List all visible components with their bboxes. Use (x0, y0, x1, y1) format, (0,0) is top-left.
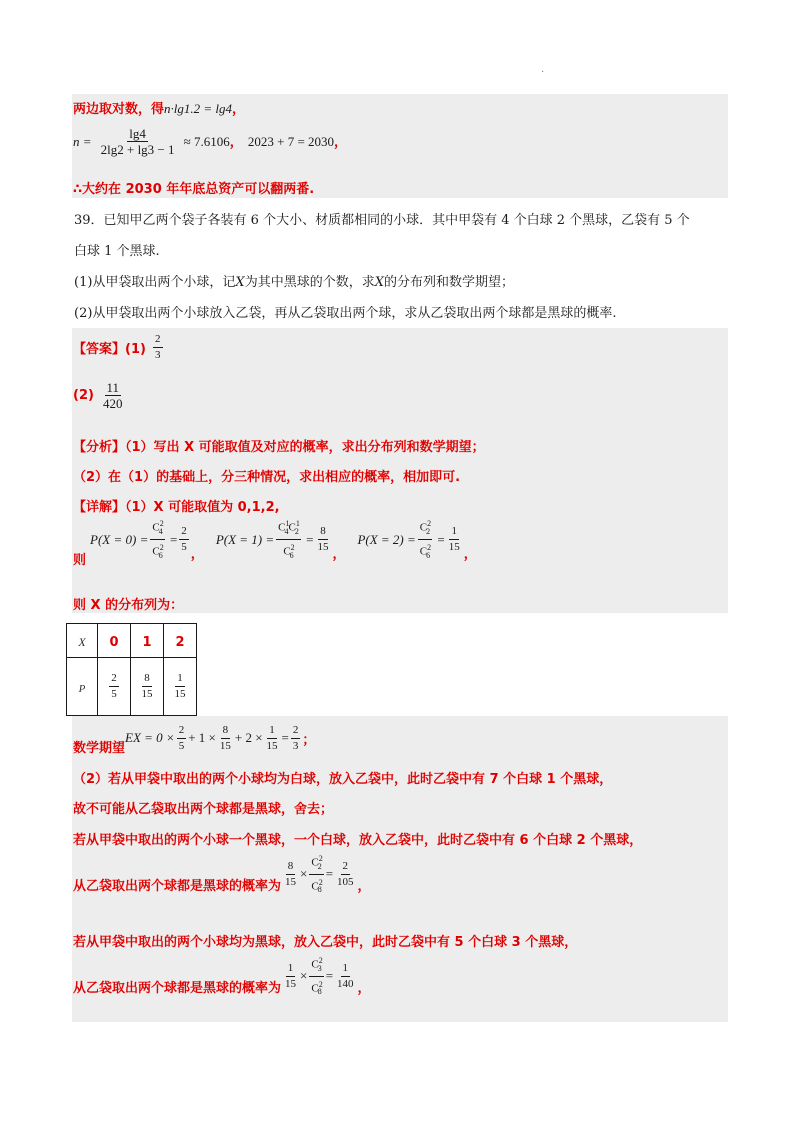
year-equation: 2023 + 7 = 2030 (247, 134, 335, 149)
answer-1-fraction: $\frac{2}{3}$ (155, 333, 161, 361)
conclusion-line: ∴大约在 2030 年年底总资产可以翻两番. (73, 182, 315, 197)
answer-part-2: (2) $\frac{11}{420}$ (73, 380, 123, 411)
question-part-1: (1)从甲袋取出两个小球，记X为其中黑球的个数，求X的分布列和数学期望； (74, 275, 514, 290)
part2-line-2: 故不可能从乙袋取出两个球都是黑球，舍去； (73, 802, 334, 817)
log-step-line: 两边取对数，得n·lg1.2 = lg4， (73, 101, 246, 117)
part2-line-5: 若从甲袋中取出的两个小球均为黑球，放入乙袋中，此时乙袋中有 5 个白球 3 个黑球， (73, 935, 578, 950)
answer-part-1: 【答案】(1) $\frac{2}{3}$ (73, 333, 161, 361)
n-solution-line: n = $\frac{\lg 4}{2\lg 2 + \lg 3 - 1}$ ≈ 7.6106， 2023 + 7 = 2030， (73, 126, 348, 157)
log-equation: n·lg1.2 = lg4 (164, 101, 233, 116)
part2-line-3: 若从甲袋中取出的两个小球一个黑球，一个白球，放入乙袋中，此时乙袋中有 6 个白球 2 个黑球， (73, 833, 643, 848)
p-x-0: P(X = 0) = $\frac{C^2_4}{C^2_6}$ = $\frac{2}{5}$ (90, 519, 187, 560)
n-fraction: $\frac{\lg 4}{2\lg 2 + \lg 3 - 1}$ (100, 126, 175, 157)
p-x-1: P(X = 1) = $\frac{C^1_4C^1_2}{C^2_6}$ = $\frac{8}{15}$ (215, 519, 329, 560)
probability-line: 则 P(X = 0) = $\frac{C^2_4}{C^2_6}$ = $\frac{2}{5}$ ， P(X = 1) = $\frac{C^1_4C^1_2}{C^2_6}$ = $\frac{8}{15}$ ， P(X = 2) = $\frac{C^2_2}{C^2_6}$ = $\frac{1}{15}$ ， (73, 519, 477, 568)
table-row: P $\frac{2}{5}$ $\frac{8}{15}$ $\frac{1}{15}$ (67, 658, 197, 716)
part2-line-1: （2）若从甲袋中取出的两个小球均为白球，放入乙袋中，此时乙袋中有 7 个白球 1 个黑球， (73, 772, 613, 787)
question-part-2: (2)从甲袋取出两个小球放入乙袋，再从乙袋取出两个球，求从乙袋取出两个球都是黑球的概率. (74, 306, 617, 321)
expectation-line: 数学期望 EX = 0 × $\frac{2}{5}$ + 1 × $\frac{8}{15}$ + 2 × $\frac{1}{15}$ = $\frac{2}{3}$ ； (73, 723, 316, 756)
analysis-line-1: 【分析】（1）写出 X 可能取值及对应的概率，求出分布列和数学期望； (73, 440, 485, 455)
analysis-line-2: （2）在（1）的基础上，分三种情况，求出相应的概率，相加即可. (73, 470, 461, 485)
distribution-table (66, 623, 197, 716)
p-x-2: P(X = 2) = $\frac{C^2_2}{C^2_6}$ = $\frac{1}{15}$ (357, 519, 460, 560)
part2-probability-2: 从乙袋取出两个球都是黑球的概率为 $\frac{1}{15}$ × $\frac{C^2_3}{C^2_8}$ = $\frac{1}{140}$ ， (73, 955, 371, 997)
question-line-2: 白球 1 个黑球. (74, 244, 160, 259)
detail-line-1: 【详解】（1）X 可能取值为 0,1,2, (73, 500, 280, 515)
question-line-1: 39．已知甲乙两个袋子各装有 6 个大小、材质都相同的小球．其中甲袋有 4 个白球 2 个黑球，乙袋有 5 个 (74, 213, 690, 228)
distribution-title: 则 X 的分布列为： (73, 598, 184, 613)
answer-2-fraction: $\frac{11}{420}$ (103, 380, 123, 411)
page-mark: . (541, 64, 545, 75)
table-row: X 0 1 2 (67, 624, 197, 658)
part2-probability-1: 从乙袋取出两个球都是黑球的概率为 $\frac{8}{15}$ × $\frac{C^2_2}{C^2_8}$ = $\frac{2}{105}$ ， (73, 853, 371, 895)
